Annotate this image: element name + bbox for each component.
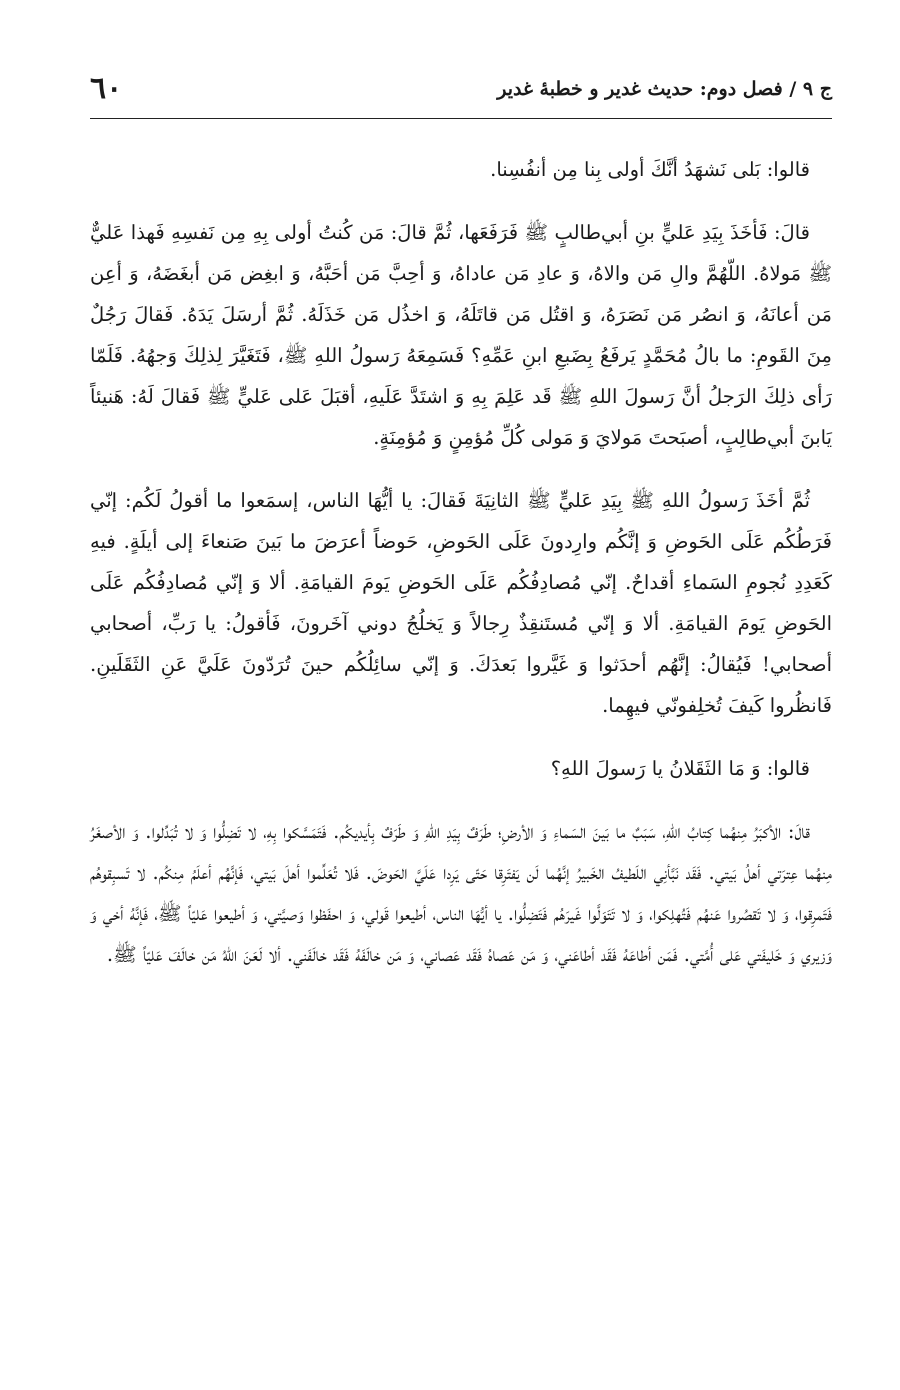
paragraph: قالوا: بَلى نَشهَدُ أنَّكَ أولى بِنا مِن أنفُسِنا. — [490, 158, 810, 181]
paragraph: ثُمَّ أخَذَ رَسولُ اللهِ ﷺ بِيَدِ عَليٍّ ﷺ الثانِيَةَ فَقالَ: يا أيُّهَا الناس، إسمَعوا ما أقولُ لَكُم: إنّي فَرَطُكُم عَلَى الحَوضِ وَ إنَّكُم وارِدونَ عَلَى الحَوضِ، حَوضاً أعرَضَ ما بَينَ صَنعاءَ إلى أيلَةٍ. فيهِ كَعَدِدِ نُجومِ السَماءِ أقداحٌ. إنّي مُصادِفُكُم عَلَى الحَوضِ يَومَ القيامَةِ. ألا وَ إنّي مُصادِفُكُم عَلَى الحَوضِ يَومَ القيامَةِ. ألا وَ إنّي مُستَنقِذٌ رِجالاً وَ يَخلُجُ دوني آخَرونَ، فَأقولُ: يا رَبِّ، أصحابي أصحابي! فَيُقالُ: إنَّهُم أحدَثوا وَ غَيَّروا بَعدَكَ. وَ إنّي سائِلُكُم حينَ تُرَدّونَ عَلَيَّ عَنِ الثَقَلَينِ. فَانظُروا كَيفَ تُخلِفونّي فيهِما. — [90, 489, 832, 717]
paragraph: قالَ: فَأخَذَ بِيَدِ عَليٍّ بنِ أبي‌طالبٍ ﷺ فَرَفَعَها، ثُمَّ قالَ: مَن كُنتُ أولى بِهِ مِن نَفسِهِ فَهذا عَليٌّ ﷺ مَولاهُ. اللّهُمَّ والِ مَن والاهُ، وَ عادِ مَن عاداهُ، وَ أحِبَّ مَن أحَبَّهُ، وَ ابغِض مَن أبغَضَهُ، وَ أعِن مَن أعانَهُ، وَ انصُر مَن نَصَرَهُ، وَ اقتُل مَن قاتَلَهُ، وَ اخذُل مَن خَذَلَهُ. ثُمَّ أرسَلَ يَدَهُ. فَقالَ رَجُلٌ مِنَ القَومِ: ما بالُ مُحَمَّدٍ يَرفَعُ بِضَبعِ ابنِ عَمِّهِ؟ فَسَمِعَهُ رَسولُ اللهِ ﷺ، فَتَغَيَّرَ لِذلِكَ وَجهُهُ. فَلَمّا رَأى ذلِكَ الرَجلُ أنَّ رَسولَ اللهِ ﷺ قَد عَلِمَ بِهِ وَ اشتَدَّ عَلَيهِ، أقبَلَ عَلى عَليٍّ ﷺ فَقالَ لَهُ: هَنيئاً يَابنَ أبي‌طالِبٍ، أصبَحتَ مَولايَ وَ مَولى كُلِّ مُؤمِنٍ وَ مُؤمِنَةٍ. — [90, 221, 832, 449]
body-text — [90, 149, 832, 975]
document-page — [90, 66, 832, 1356]
header-rule — [90, 118, 832, 119]
page-number: ٦٠ — [90, 71, 123, 106]
running-title: ج ۹ / فصل دوم: حدیث غدیر و خطبهٔ غدیر — [497, 78, 832, 100]
page-header — [90, 66, 832, 112]
paragraph: قالَ: الأكبَرُ مِنهُما كِتابُ اللهِ، سَبَبٌ ما بَينَ السَماءِ وَ الأرضِ؛ طَرَفٌ بِيَدِ اللهِ وَ طَرَفٌ بِأيديكُم. فَتَمَسَّكوا بِهِ، لا تَضِلُّوا وَ لا تُبَدِّلوا. وَ الأصغَرُ مِنهُما عِترَتي أهلُ بَيتي. فَقَد نَبَّأنِي اللَطيفُ الخَبيرُ إنَّهُما لَن يَفتَرِقا حَتّى يَرِدا عَلَيَّ الحَوضَ. فَلا تُعَلِّموا أهلَ بَيتي، فَإنَّهُم أعلَمُ مِنكُم. لا تَسبِقوهُم فَتَمرِقوا، وَ لا تَقصُروا عَنهُم فَتُهلِكوا، وَ لا تَتَوَلَّوا غَيرَهُم فَتَضِلُّوا. يا أيُّهَا الناس، أطيعوا قَولي، وَ احفَظوا وَصيَّتي، وَ أطيعوا عَليّاً ﷺ، فَإنَّهُ أخي وَ وَزيري وَ خَليفَتي عَلى أُمَّتي. فَمَن أطاعَهُ فَقَد أطاعَني، وَ مَن عَصاهُ فَقَد عَصاني، وَ مَن خالَفَهُ فَقَد خالَفَني. ألا لَعَنَ اللهُ مَن خالَفَ عَليّاً ﷺ. — [90, 820, 832, 966]
paragraph: قالوا: وَ مَا الثَقَلانُ يا رَسولَ اللهِ؟ — [550, 757, 810, 780]
